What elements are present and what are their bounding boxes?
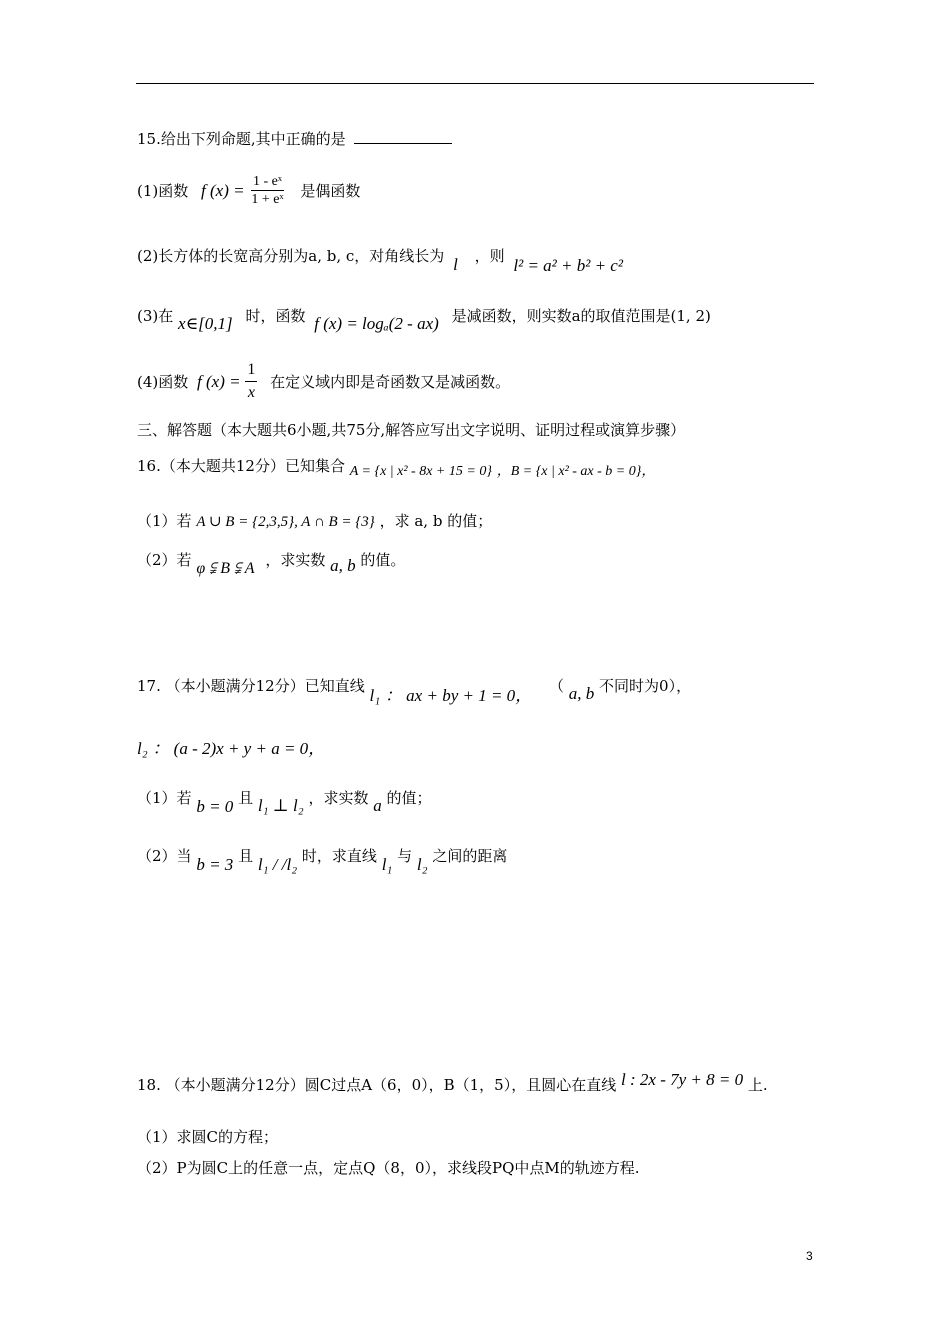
- q15-p3-mid: 时，函数: [245, 307, 306, 325]
- q15-title-text: 15.给出下列命题,其中正确的是: [137, 130, 346, 148]
- q16-title: [137, 455, 656, 479]
- q16-set-b: ，B = {x | x² - ax - b = 0}，: [496, 464, 656, 479]
- q17-p2-l2: l₂: [416, 855, 428, 874]
- q15-p2-eq: l² = a² + b² + c²: [513, 256, 623, 275]
- q15-p1-denominator: 1 + eˣ: [251, 192, 284, 207]
- q17-p2-prefix: （2）当: [137, 847, 192, 865]
- q15-p2-mid: ，则: [474, 247, 505, 265]
- q17-p1-perp: l₁ ⊥ l₂: [257, 796, 304, 815]
- q18-part-1: （1）求圆C的方程；: [137, 1128, 279, 1146]
- q15-p1-lhs: f (x) =: [201, 180, 245, 200]
- q15-p4-lhs: f (x) =: [197, 371, 241, 391]
- q15-p3-prefix: (3)在: [137, 307, 174, 325]
- header-rule: [136, 83, 814, 84]
- q18-line-eq: l : 2x - 7y + 8 = 0: [621, 1070, 744, 1089]
- q15-p2-prefix: (2)长方体的长宽高分别为a, b, c，对角线长为: [137, 247, 445, 265]
- q16-part-1: [137, 510, 492, 531]
- q17-l1: l₁: [369, 686, 381, 705]
- q17-title-text: 17. （本小题满分12分）已知直线: [137, 677, 365, 695]
- q15-proposition-1: [137, 174, 360, 207]
- q16-p1-suffix: ，求 a, b 的值；: [379, 512, 493, 530]
- q16-p1-prefix: （1）若: [137, 512, 192, 530]
- q17-title: [137, 671, 692, 705]
- q17-p2-mid2: 时，求直线: [301, 847, 377, 865]
- q18-title-text: 18. （本小题满分12分）圆C过点A（6，0），B（1，5），且圆心在直线: [137, 1076, 617, 1094]
- q15-p2-l: l: [453, 255, 458, 274]
- q18-title-suffix: 上.: [747, 1076, 768, 1094]
- q15-p3-domain: x∈[0,1]: [178, 314, 233, 333]
- q17-cond-vars: a, b: [568, 684, 595, 703]
- q15-p3-func: f (x) = logₐ(2 - ax): [314, 314, 439, 333]
- q15-p4-denominator: x: [247, 384, 255, 401]
- q17-cond-prefix: （: [548, 677, 564, 695]
- q15-p1-fraction: [249, 174, 285, 207]
- section-heading: 三、解答题（本大题共6小题,共75分,解答应写出文字说明、证明过程或演算步骤）: [137, 421, 686, 439]
- q17-p2-l1: l₁: [381, 855, 393, 874]
- q17-l1-eq: ： ax + by + 1 = 0，: [384, 686, 533, 705]
- q15-p1-numerator: 1 - eˣ: [252, 174, 282, 189]
- q15-p4-prefix: (4)函数: [137, 373, 189, 391]
- q15-proposition-4: [137, 360, 510, 403]
- q17-p1-prefix: （1）若: [137, 789, 192, 807]
- q16-p2-math: φ ⫋ B ⫋ A: [196, 560, 255, 577]
- q17-l2-eq: ： (a - 2)x + y + a = 0，: [152, 739, 326, 758]
- q17-p2-suffix: 之间的距离: [432, 847, 508, 865]
- q15-p4-suffix: 在定义域内即是奇函数又是减函数。: [270, 373, 511, 391]
- q17-p2-mid: 且: [238, 847, 254, 865]
- q17-p1-mid2: ，求实数: [308, 789, 369, 807]
- q17-p2-math: b = 3: [196, 855, 234, 874]
- q17-part-2: [137, 845, 508, 874]
- q17-cond-suffix: 不同时为0），: [599, 677, 692, 695]
- q18-part-2: （2）P为圆C上的任意一点，定点Q（8，0），求线段PQ中点M的轨迹方程.: [137, 1159, 640, 1177]
- q18-title: [137, 1070, 768, 1095]
- q15-p1-prefix: (1)函数: [137, 182, 189, 200]
- q17-p2-and: 与: [397, 847, 413, 865]
- q16-p2-mid: ，求实数: [265, 551, 326, 569]
- q16-p2-vars: a, b: [330, 556, 356, 575]
- q16-p2-prefix: （2）若: [137, 551, 192, 569]
- q16-p2-suffix: 的值。: [360, 551, 406, 569]
- q17-p1-mid: 且: [238, 789, 254, 807]
- q15-p3-suffix: 是减函数，则实数a的取值范围是(1, 2): [451, 307, 711, 325]
- q17-l2: l₂: [137, 739, 148, 758]
- q17-p2-par: l₁ / /l₂: [257, 855, 298, 874]
- q17-p1-math: b = 0: [196, 797, 234, 816]
- answer-blank: [354, 143, 452, 144]
- q16-p1-math: A ∪ B = {2,3,5}, A ∩ B = {3}: [196, 514, 375, 530]
- q15-p1-suffix: 是偶函数: [300, 182, 361, 200]
- q17-l2-line: [137, 734, 325, 759]
- q17-p1-var: a: [373, 796, 382, 815]
- q15-p4-numerator: 1: [245, 360, 257, 382]
- q16-title-text: 16.（本大题共12分）已知集合: [137, 457, 345, 475]
- q16-part-2: [137, 549, 406, 577]
- page-number: 3: [806, 1249, 813, 1263]
- q15-p4-fraction: [245, 360, 257, 403]
- q15-proposition-3: [137, 305, 711, 333]
- q17-p1-suffix: 的值；: [386, 789, 432, 807]
- q17-part-1: [137, 787, 432, 816]
- q16-set-a: A = {x | x² - 8x + 15 = 0}: [349, 464, 492, 479]
- q15-proposition-2: [137, 245, 623, 275]
- q15-title: [137, 128, 452, 149]
